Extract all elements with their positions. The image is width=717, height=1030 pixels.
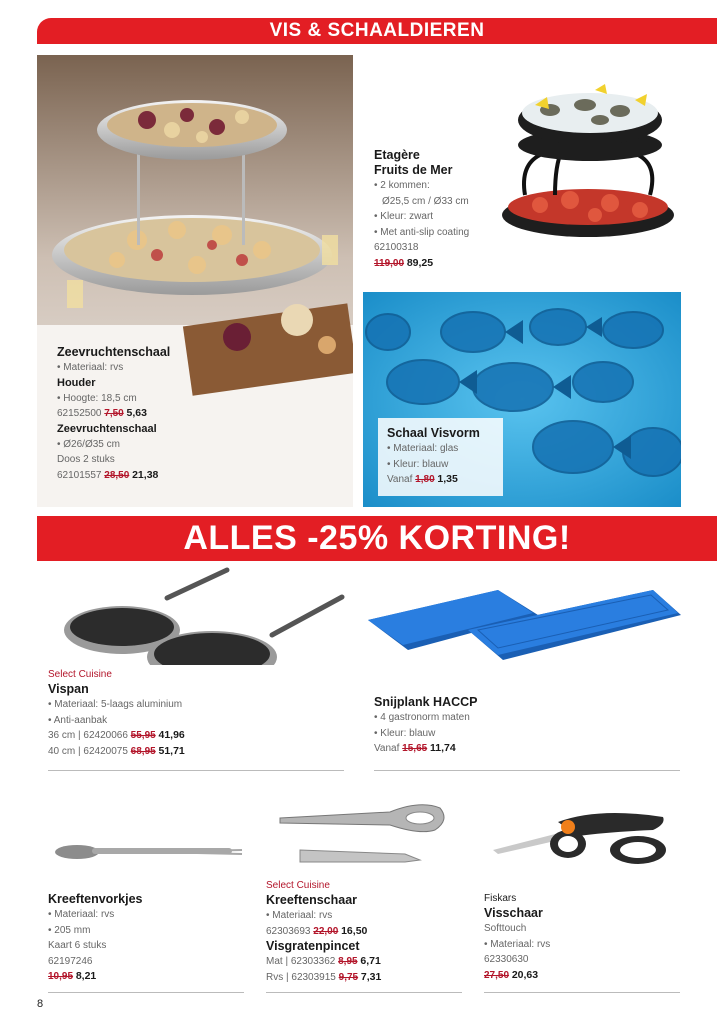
price-row bbox=[48, 728, 348, 744]
lobster-cracker-image bbox=[270, 790, 460, 875]
price-row bbox=[484, 968, 679, 984]
price-row bbox=[266, 924, 461, 940]
article-number: 62303693 bbox=[266, 925, 311, 937]
new-price: 51,71 bbox=[158, 744, 185, 757]
price-row bbox=[374, 741, 674, 757]
product-spec: • Met anti-slip coating bbox=[374, 225, 534, 241]
variant-label: 40 cm | 62420075 bbox=[48, 745, 128, 757]
visschaar-panel bbox=[473, 790, 683, 995]
schaal-visvorm-info bbox=[378, 418, 503, 496]
kreeftenvorkjes-panel bbox=[37, 790, 247, 995]
fish-scissors-image bbox=[488, 802, 668, 872]
lobster-fork-image bbox=[47, 820, 247, 900]
old-price: 9,75 bbox=[338, 971, 359, 983]
variant-label: 36 cm | 62420066 bbox=[48, 730, 128, 741]
price-row bbox=[57, 468, 317, 484]
product-spec: • Hoogte: 18,5 cm bbox=[57, 391, 317, 407]
price-row bbox=[48, 969, 243, 985]
new-price: 1,35 bbox=[437, 473, 458, 485]
product-spec: • Materiaal: rvs bbox=[48, 907, 243, 923]
product-spec: Softtouch bbox=[484, 923, 527, 934]
product-spec: • Kleur: blauw bbox=[387, 457, 494, 473]
kreeftenvorkjes-info bbox=[48, 892, 243, 985]
product-spec: • Materiaal: glas bbox=[387, 441, 494, 457]
promo-banner bbox=[37, 516, 717, 561]
product-spec: Doos 2 stuks bbox=[57, 454, 115, 465]
price-prefix: Vanaf bbox=[374, 743, 400, 754]
divider bbox=[266, 992, 462, 993]
product-spec: • Ø26/Ø35 cm bbox=[57, 437, 317, 453]
product-title: Zeevruchtenschaal bbox=[57, 345, 171, 359]
snijplank-panel bbox=[363, 565, 683, 765]
product-title: Kreeftenschaar bbox=[266, 893, 358, 907]
new-price: 16,50 bbox=[341, 924, 368, 937]
divider bbox=[374, 770, 680, 771]
product-title: Fruits de Mer bbox=[374, 163, 453, 177]
section-title: VIS & SCHAALDIEREN bbox=[269, 20, 485, 41]
old-price: 22,00 bbox=[313, 925, 339, 937]
new-price: 5,63 bbox=[126, 407, 147, 419]
product-spec: • Materiaal: rvs bbox=[266, 908, 461, 924]
price-row bbox=[266, 954, 461, 970]
product-spec: Ø25,5 cm / Ø33 cm bbox=[382, 195, 469, 207]
kreeftenschaar-info bbox=[266, 879, 461, 985]
product-spec: • 205 mm bbox=[48, 923, 243, 939]
new-price: 89,25 bbox=[406, 256, 434, 269]
product-spec: • Kleur: zwart bbox=[374, 209, 534, 225]
product-spec: • Materiaal: 5-laags aluminium bbox=[48, 697, 348, 713]
article-number: 62100318 bbox=[374, 242, 419, 253]
price-row bbox=[266, 970, 461, 986]
product-spec: Kaart 6 stuks bbox=[48, 940, 107, 951]
new-price: 8,21 bbox=[75, 970, 97, 982]
new-price: 21,38 bbox=[132, 468, 159, 481]
visschaar-info bbox=[484, 892, 679, 983]
product-title: Snijplank HACCP bbox=[374, 695, 478, 709]
page-number: 8 bbox=[37, 998, 44, 1010]
old-price: 1,80 bbox=[415, 474, 435, 485]
product-spec: • 2 kommen: bbox=[374, 178, 534, 194]
etagere-image bbox=[500, 65, 680, 245]
product-spec: • Anti-aanbak bbox=[48, 713, 348, 729]
product-spec: • Materiaal: rvs bbox=[484, 937, 679, 953]
old-price: 119,00 bbox=[374, 257, 405, 269]
old-price: 55,95 bbox=[130, 730, 156, 741]
new-price: 11,74 bbox=[429, 742, 456, 754]
product-title: Kreeftenvorkjes bbox=[48, 892, 143, 906]
fish-pan-image bbox=[37, 565, 357, 665]
product-title: Etagère bbox=[374, 148, 420, 162]
product-subtitle: Houder bbox=[57, 376, 96, 389]
product-brand: Select Cuisine bbox=[48, 669, 112, 680]
schaal-visvorm-panel bbox=[363, 292, 681, 507]
article-number: 62101557 bbox=[57, 469, 102, 481]
product-brand: Select Cuisine bbox=[266, 880, 330, 891]
cutting-board-image bbox=[363, 565, 683, 675]
divider bbox=[484, 992, 680, 993]
price-row bbox=[48, 744, 348, 760]
new-price: 7,31 bbox=[360, 970, 382, 983]
product-spec: • Materiaal: rvs bbox=[57, 360, 317, 376]
price-row bbox=[374, 256, 534, 272]
price-row bbox=[387, 472, 494, 488]
vispan-info bbox=[48, 668, 348, 759]
product-title: Schaal Visvorm bbox=[387, 426, 480, 440]
product-spec: • Kleur: blauw bbox=[374, 726, 674, 742]
divider bbox=[48, 992, 244, 993]
promo-title: ALLES -25% KORTING! bbox=[183, 519, 571, 557]
zeevruchtenschaal-info bbox=[57, 345, 317, 483]
variant-label: Mat | 62303362 bbox=[266, 956, 336, 967]
section-header bbox=[37, 18, 717, 44]
snijplank-info bbox=[374, 695, 674, 757]
kreeftenschaar-panel bbox=[255, 785, 465, 995]
product-spec: • 4 gastronorm maten bbox=[374, 710, 674, 726]
old-price: 27,50 bbox=[484, 969, 510, 981]
new-price: 20,63 bbox=[511, 968, 539, 981]
new-price: 41,96 bbox=[158, 729, 185, 741]
product-subtitle: Zeevruchtenschaal bbox=[57, 422, 157, 435]
old-price: 15,65 bbox=[402, 743, 428, 754]
price-prefix: Vanaf bbox=[387, 474, 413, 485]
variant-label: Rvs | 62303915 bbox=[266, 971, 336, 983]
product-title: Visgratenpincet bbox=[266, 939, 360, 953]
vispan-panel bbox=[37, 565, 357, 765]
product-title: Visschaar bbox=[484, 906, 543, 920]
product-brand: Fiskars bbox=[484, 893, 517, 904]
old-price: 10,95 bbox=[48, 971, 74, 982]
new-price: 6,71 bbox=[360, 955, 381, 967]
article-number: 62197246 bbox=[48, 955, 93, 967]
article-number: 62152500 bbox=[57, 408, 102, 419]
article-number: 62330630 bbox=[484, 954, 529, 965]
old-price: 68,95 bbox=[130, 745, 156, 757]
product-title: Vispan bbox=[48, 682, 89, 696]
old-price: 28,50 bbox=[104, 469, 130, 481]
etagere-panel bbox=[362, 55, 682, 285]
divider bbox=[48, 770, 344, 771]
old-price: 7,50 bbox=[104, 408, 124, 419]
zeevruchtenschaal-panel bbox=[37, 55, 353, 507]
price-row bbox=[57, 406, 317, 422]
old-price: 8,95 bbox=[338, 956, 358, 967]
